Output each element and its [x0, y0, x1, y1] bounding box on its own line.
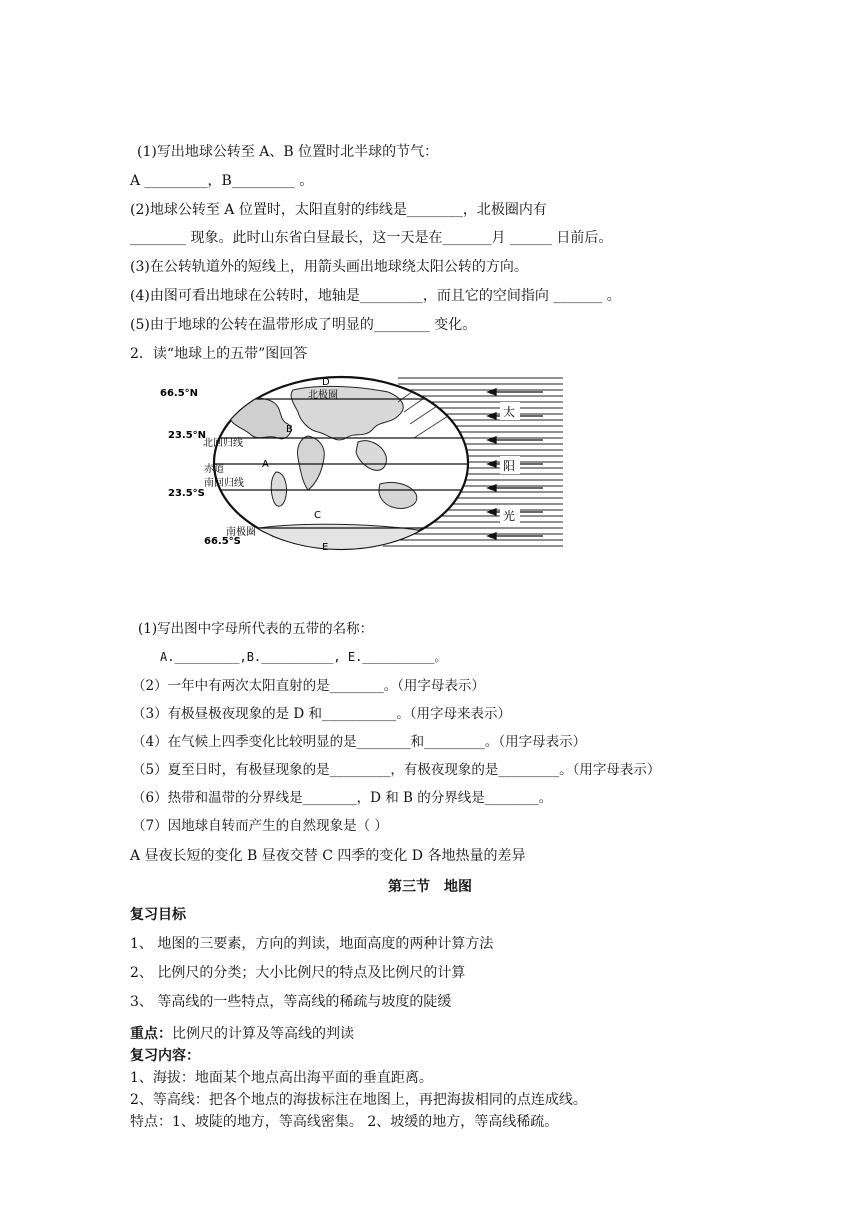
lat-label-66s: 66.5°S — [204, 536, 241, 547]
question-2-1-blanks: A._________,B.__________, E.__________。 — [160, 650, 447, 664]
label-tropic-capricorn: 南回归线 — [204, 478, 244, 489]
zone-letter-d: D — [322, 377, 330, 388]
question-1-4: (4)由图可看出地球在公转时，地轴是_________，而且它的空间指向 _______ 。 — [130, 288, 621, 304]
question-2-7-options: A 昼夜长短的变化 B 昼夜交替 C 四季的变化 D 各地热量的差异 — [130, 848, 526, 864]
question-1-2a: (2)地球公转至 A 位置时，太阳直射的纬线是________，北极圈内有 — [130, 202, 547, 218]
question-1-2b: ________ 现象。此时山东省白昼最长，这一天是在_______月 ______ 日前后。 — [130, 230, 613, 246]
question-2-6: （6）热带和温带的分界线是________，D 和 B 的分界线是________。 — [132, 790, 553, 806]
question-1-5: (5)由于地球的公转在温带形成了明显的________ 变化。 — [130, 317, 477, 333]
question-2-7: （7）因地球自转而产生的自然现象是（ ） — [132, 818, 388, 834]
zone-letter-a: A — [262, 459, 269, 470]
label-tropic-cancer: 北回归线 — [203, 438, 243, 449]
goal-item-1: 1、 地图的三要素，方向的判读，地面高度的两种计算方法 — [130, 936, 494, 952]
question-2-5: （5）夏至日时，有极昼现象的是_________，有极夜现象的是_________。（用字母表示） — [132, 762, 661, 778]
label-arctic-circle: 北极圈 — [308, 390, 338, 401]
goal-item-2: 2、 比例尺的分类；大小比例尺的特点及比例尺的计算 — [130, 965, 466, 981]
key-point-label: 重点： — [130, 1026, 172, 1042]
key-point-text: 比例尺的计算及等高线的判读 — [172, 1026, 354, 1042]
question-1-1: (1)写出地球公转至 A、B 位置时北半球的节气： — [137, 144, 439, 160]
section-heading: 第三节 地图 — [388, 879, 472, 895]
lat-label-23s: 23.5°S — [168, 488, 205, 499]
zone-letter-c: C — [314, 510, 321, 521]
content-item-2: 2、等高线：把各个地点的海拔标注在地图上，再把海拔相同的点连成线。 — [130, 1092, 587, 1108]
question-1-3: (3)在公转轨道外的短线上，用箭头画出地球绕太阳公转的方向。 — [130, 259, 528, 275]
question-2-2: （2）一年中有两次太阳直射的是________。（用字母表示） — [132, 678, 485, 694]
key-point — [130, 1025, 354, 1043]
label-antarctic-circle: 南极圈 — [226, 527, 256, 538]
review-goals-title: 复习目标 — [130, 907, 186, 923]
zone-letter-b: B — [286, 424, 293, 435]
content-item-3: 特点：1、坡陡的地方，等高线密集。 2、坡缓的地方，等高线稀疏。 — [130, 1114, 559, 1130]
five-zones-figure — [158, 372, 568, 554]
zone-letter-e: E — [322, 542, 329, 553]
lat-label-23n: 23.5°N — [168, 430, 207, 441]
question-1-1-blanks: A _________，B_________ 。 — [130, 173, 314, 189]
label-equator: 赤道 — [204, 464, 224, 475]
question-2-4: （4）在气候上四季变化比较明显的是________和_________。（用字母表示） — [132, 734, 587, 750]
review-content-title: 复习内容： — [130, 1048, 200, 1064]
lat-label-66n: 66.5°N — [160, 388, 199, 399]
question-2-1: (1)写出图中字母所代表的五带的名称： — [138, 621, 374, 637]
sun-label-3: 光 — [503, 509, 516, 523]
question-2-title: 2．读“地球上的五带”图回答 — [130, 346, 308, 362]
question-2-3: （3）有极昼极夜现象的是 D 和___________。（用字母来表示） — [132, 706, 511, 722]
sun-label-2: 阳 — [503, 459, 516, 473]
goal-item-3: 3、 等高线的一些特点，等高线的稀疏与坡度的陡缓 — [130, 994, 452, 1010]
content-item-1: 1、海拔：地面某个地点高出海平面的垂直距离。 — [130, 1070, 433, 1086]
sun-label-1: 太 — [503, 405, 516, 419]
